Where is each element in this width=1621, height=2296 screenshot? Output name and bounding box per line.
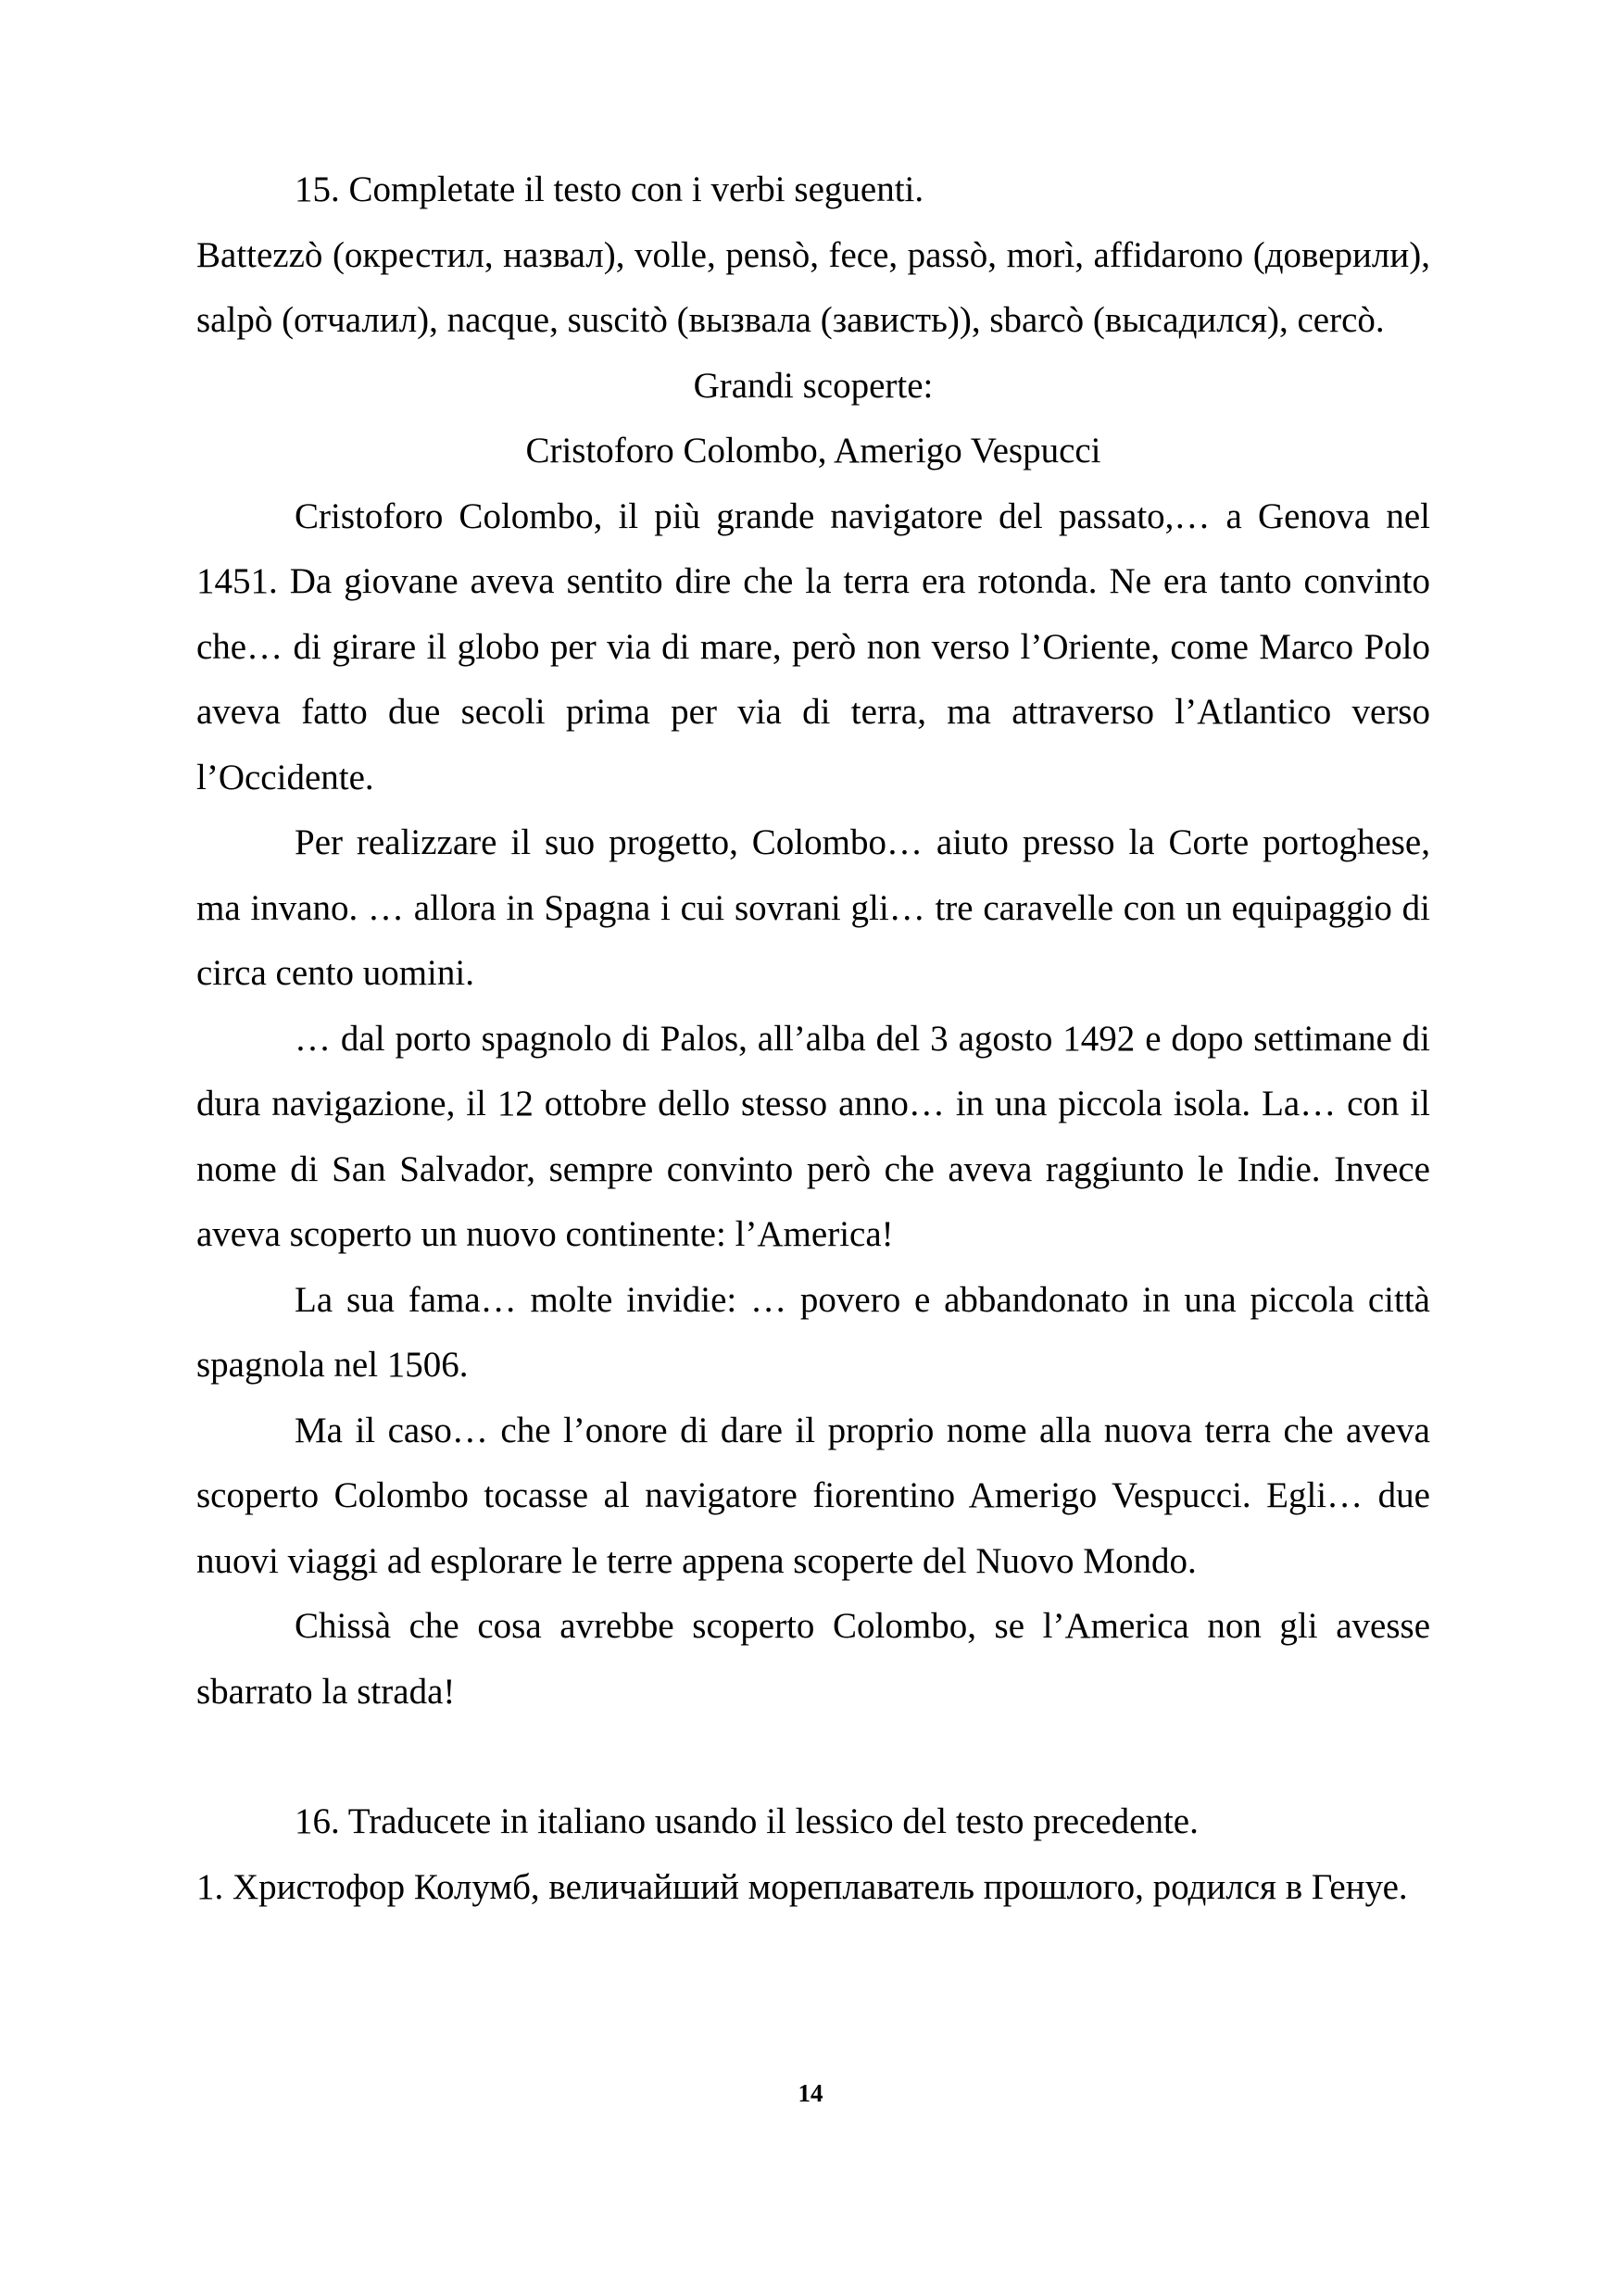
text-paragraph: Ma il caso… che l’onore di dare il proprio nome alla nuova terra che aveva scoperto Colombo tocasse al navigatore fiorentino Amerigo Vespucci. Egli… due nuovi viaggi ad esplorare le terre appena scoperte del Nuovo Mondo. <box>196 1410 1430 1581</box>
text-paragraph: La sua fama… molte invidie: … povero e abbandonato in una piccola città spagnola nel 1506. <box>196 1279 1430 1385</box>
text-paragraph: … dal porto spagnolo di Palos, all’alba del 3 agosto 1492 e dopo settimane di dura navigazione, il 12 ottobre dello stesso anno… in una piccola isola. La… con il nome di San Salvador, sempre convinto però che aveva raggiunto le Indie. Invece aveva scoperto un nuovo continente: l’America! <box>196 1018 1430 1254</box>
text-subtitle: Cristoforo Colombo, Amerigo Vespucci <box>525 431 1101 470</box>
text-title: Grandi scoperte: <box>693 365 934 406</box>
exercise-15-heading: 15. Completate il testo con i verbi seguenti. <box>295 169 924 209</box>
text-paragraph: Chissà che cosa avrebbe scoperto Colombo, se l’America non gli avesse sbarrato la strada! <box>196 1606 1430 1712</box>
text-paragraph: Per realizzare il suo progetto, Colombo… aiuto presso la Corte portoghese, ma invano. … allora in Spagna i cui sovrani gli… tre caravelle con un equipaggio di circa cento uomini. <box>196 822 1430 993</box>
document-page <box>196 157 1430 1920</box>
section-spacer <box>196 1725 1430 1789</box>
text-paragraph: Cristoforo Colombo, il più grande navigatore del passato,… a Genova nel 1451. Da giovane aveva sentito dire che la terra era rotonda. Ne era tanto convinto che… di girare il globo per via di mare, però non verso l’Oriente, come Marco Polo aveva fatto due secoli prima per via di terra, ma attraverso l’Atlantico verso l’Occidente. <box>196 496 1430 797</box>
exercise-15-verb-list: Battezzò (окрестил, назвал), volle, pensò, fece, passò, morì, affidarono (доверили), salpò (отчалил), nacque, suscitò (вызвала (зависть)), sbarcò (высадился), cercò. <box>196 234 1430 340</box>
exercise-16-item: 1. Христофор Колумб, величайший мореплаватель прошлого, родился в Генуе. <box>196 1866 1408 1907</box>
page-number: 14 <box>798 2079 823 2107</box>
exercise-16-heading: 16. Traducete in italiano usando il lessico del testo precedente. <box>295 1801 1199 1841</box>
